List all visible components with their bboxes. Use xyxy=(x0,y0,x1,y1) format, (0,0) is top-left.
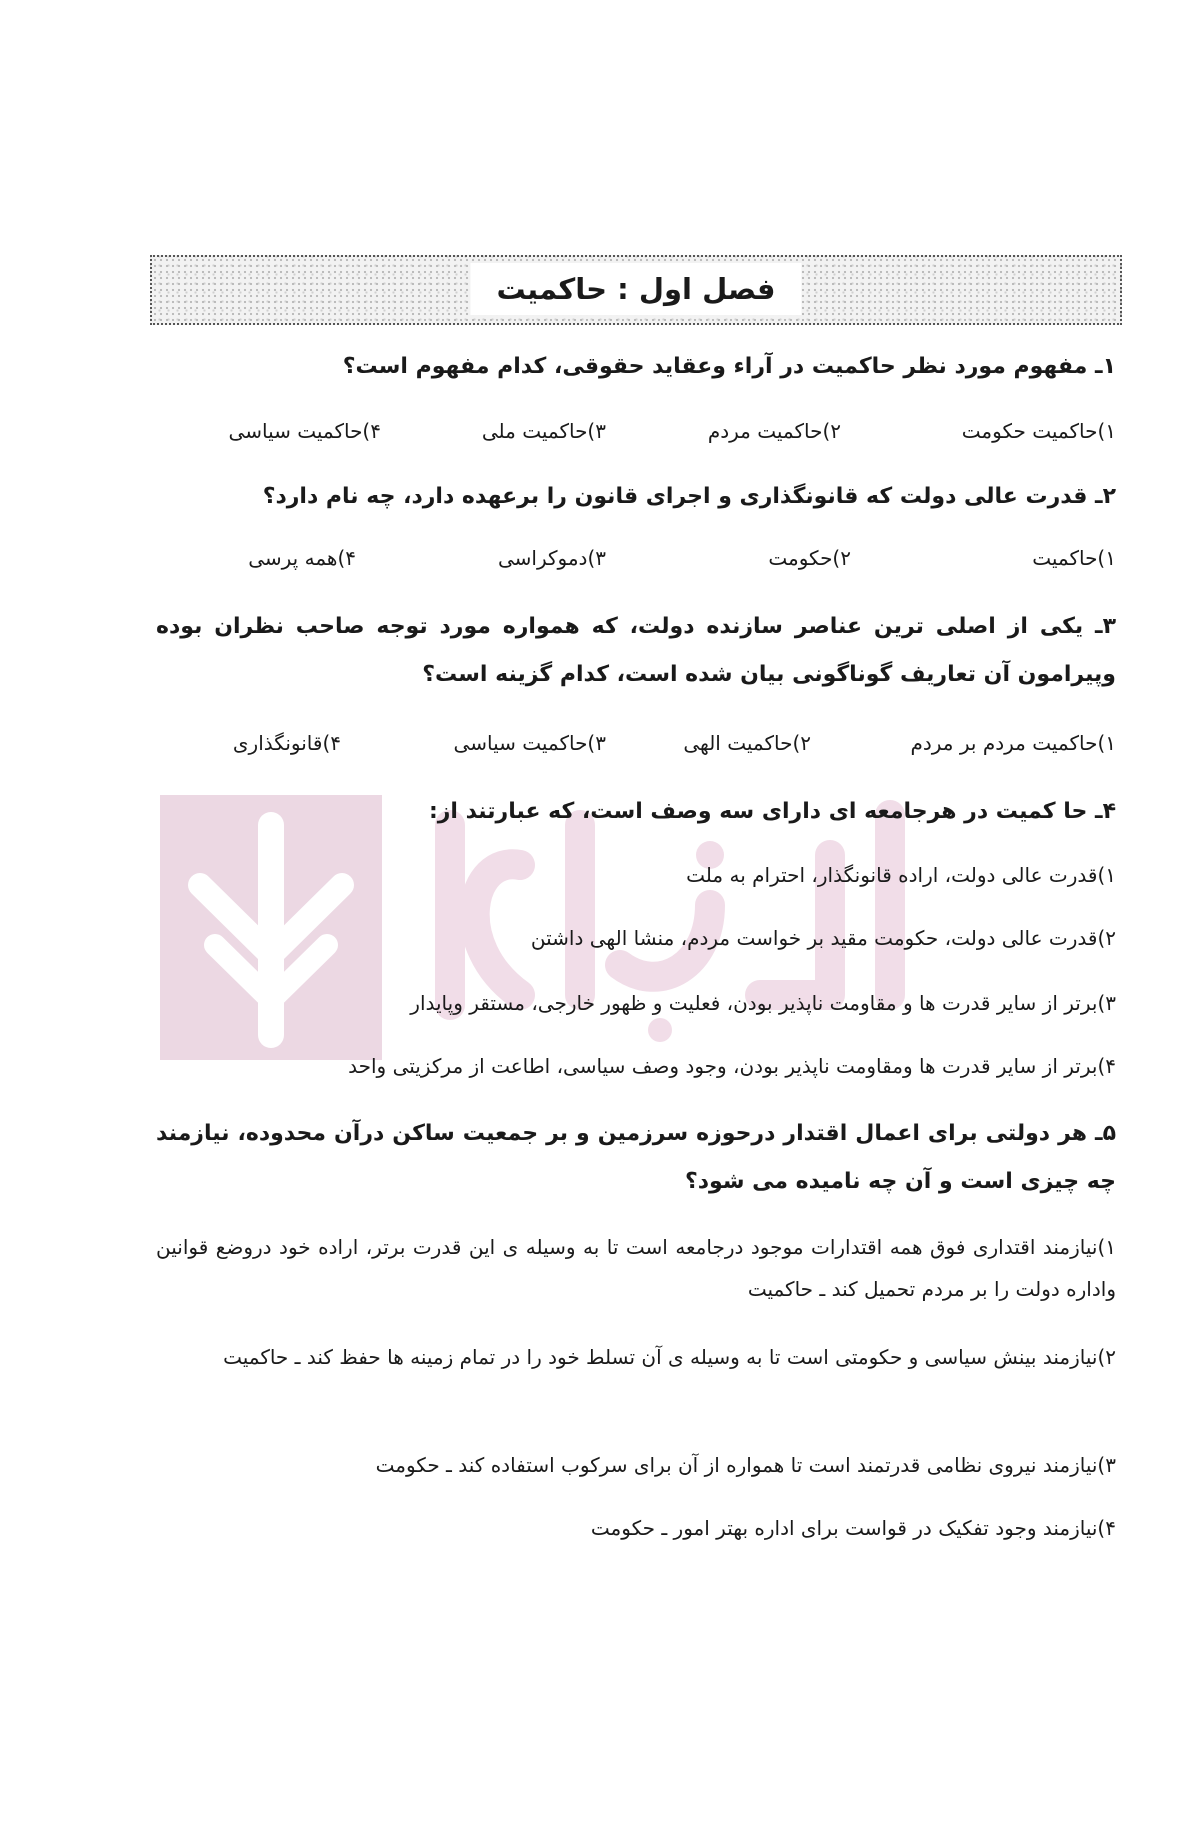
q5-option-2: ۲)نیازمند بینش سیاسی و حکومتی است تا به وسیله ی آن تسلط خود را در تمام زمینه ها حفظ کند ـ حاکمیت xyxy=(223,1345,1116,1369)
q3-option-3: ۳)حاکمیت سیاسی xyxy=(453,731,606,755)
chapter-banner xyxy=(150,255,1122,325)
watermark-logo xyxy=(160,795,382,1060)
question-4: ۴ـ حا کمیت در هرجامعه ای دارای سه وصف است، که عبارتند از: xyxy=(428,799,1116,824)
q4-option-4: ۴)برتر از سایر قدرت ها ومقاومت ناپذیر بودن، وجود وصف سیاسی، اطاعت از مرکزیتی واحد xyxy=(348,1054,1116,1078)
question-1: ۱ـ مفهوم مورد نظر حاکمیت در آراء وعقاید حقوقی، کدام مفهوم است؟ xyxy=(342,354,1116,379)
chapter-title: فصل اول : حاکمیت xyxy=(470,263,801,315)
q2-option-2: ۲)حکومت xyxy=(768,546,851,570)
q5-option-4: ۴)نیازمند وجود تفکیک در قواست برای اداره بهتر امور ـ حکومت xyxy=(590,1516,1116,1540)
q5-option-1: ۱)نیازمند اقتداری فوق همه اقتدارات موجود درجامعه است تا به وسیله ی این قدرت برتر، اراده خود دروضع قوانین واداره دولت را بر مردم تحمیل کند ـ حاکمیت xyxy=(156,1235,1116,1301)
q2-option-4: ۴)همه پرسی xyxy=(248,546,356,570)
q4-option-1: ۱)قدرت عالی دولت، اراده قانونگذار، احترام به ملت xyxy=(686,863,1116,887)
q4-option-3: ۳)برتر از سایر قدرت ها و مقاومت ناپذیر بودن، فعلیت و ظهور خارجی، مستقر وپایدار xyxy=(410,991,1116,1015)
q5-option-3: ۳)نیازمند نیروی نظامی قدرتمند است تا همواره از آن برای سرکوب استفاده کند ـ حکومت xyxy=(375,1453,1116,1477)
q3-option-2: ۲)حاکمیت الهی xyxy=(683,731,811,755)
question-3: ۳ـ یکی از اصلی ترین عناصر سازنده دولت، که همواره مورد توجه صاحب نظران بوده وپیرامون آن تعاریف گوناگونی بیان شده است، کدام گزینه است؟ xyxy=(156,614,1116,687)
q4-option-2: ۲)قدرت عالی دولت، حکومت مقید بر خواست مردم، منشا الهی داشتن xyxy=(530,926,1116,950)
q3-option-4: ۴)قانونگذاری xyxy=(232,731,341,755)
question-2: ۲ـ قدرت عالی دولت که قانونگذاری و اجرای قانون را برعهده دارد، چه نام دارد؟ xyxy=(262,484,1116,509)
question-5: ۵ـ هر دولتی برای اعمال اقتدار درحوزه سرزمین و بر جمعیت ساکن درآن محدوده، نیازمند چه چیزی است و آن چه نامیده می شود؟ xyxy=(156,1121,1116,1194)
q1-option-3: ۳)حاکمیت ملی xyxy=(481,419,606,443)
q1-option-2: ۲)حاکمیت مردم xyxy=(707,419,841,443)
q1-option-4: ۴)حاکمیت سیاسی xyxy=(228,419,381,443)
q1-option-1: ۱)حاکمیت حکومت xyxy=(961,419,1116,443)
q2-option-3: ۳)دموکراسی xyxy=(497,546,606,570)
q2-option-1: ۱)حاکمیت xyxy=(1032,546,1116,570)
q3-option-1: ۱)حاکمیت مردم بر مردم xyxy=(910,731,1116,755)
